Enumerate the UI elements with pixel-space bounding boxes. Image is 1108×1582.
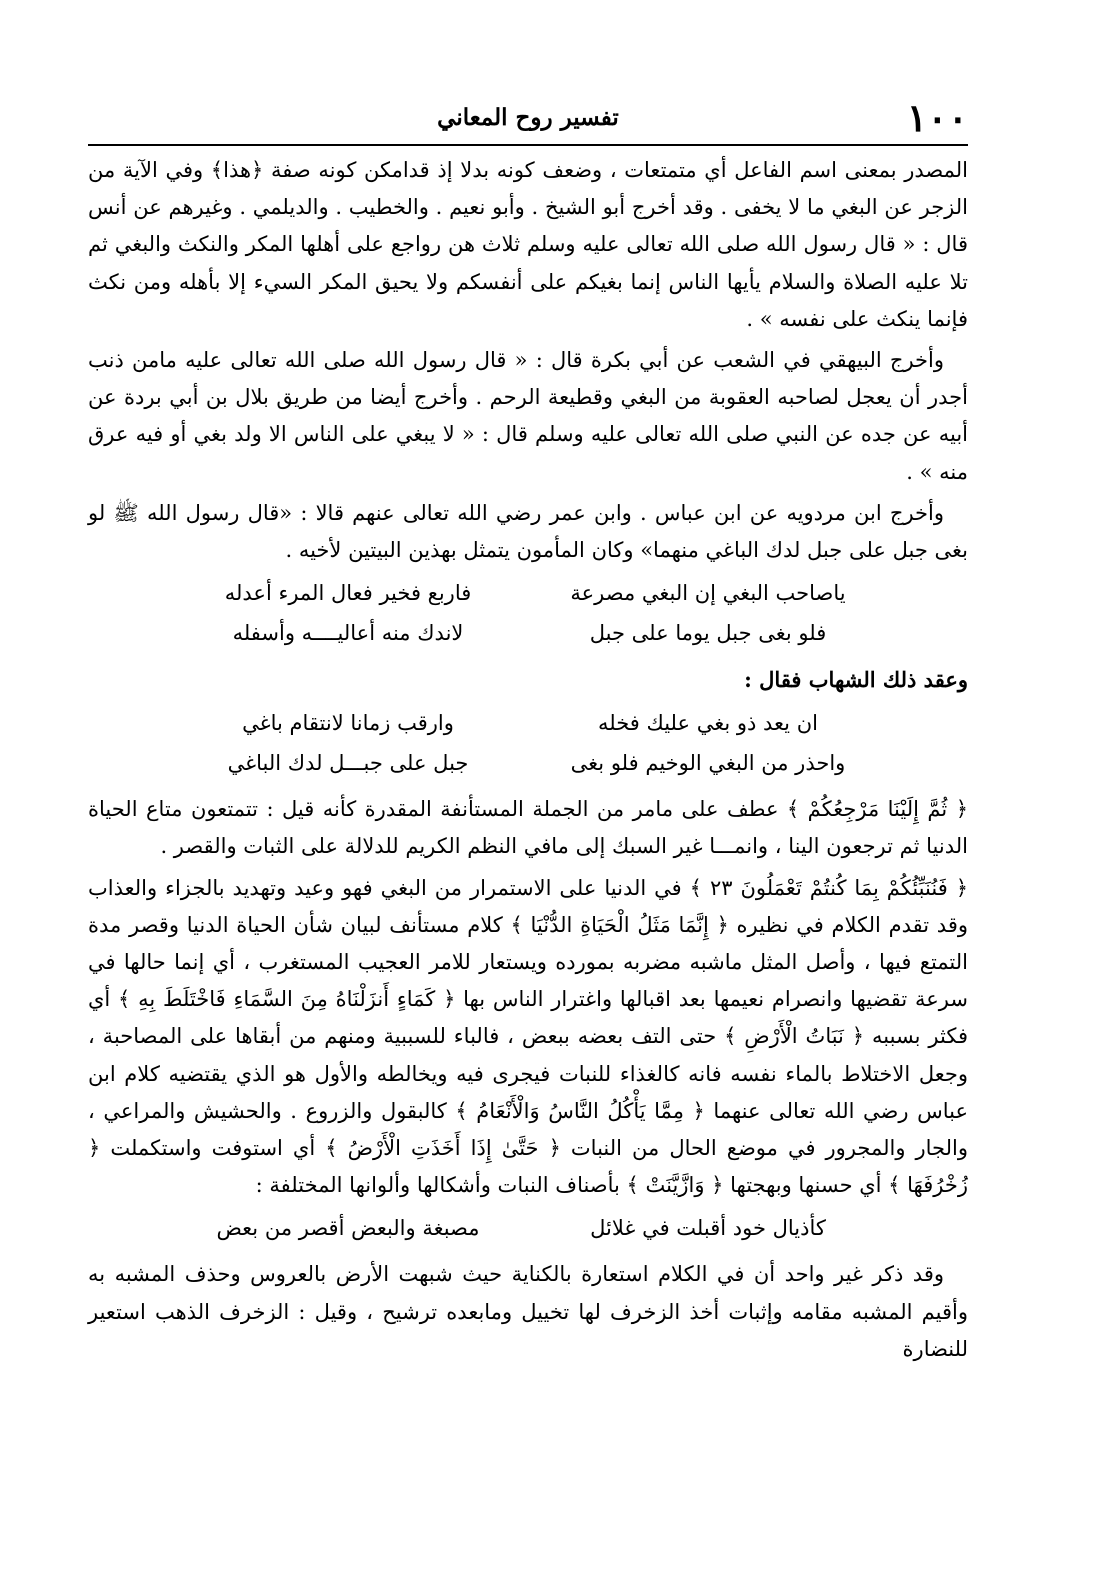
hemistich-second: لاندك منه أعاليــــه وأسفله [232, 621, 464, 646]
verse [88, 743, 968, 783]
hemistich-second: مصبغة والبعض أقصر من بعض [216, 1216, 480, 1241]
hemistich-first: كأذيال خود أقبلت في غلائل [590, 1216, 826, 1241]
poem-3 [88, 1208, 968, 1248]
hemistich-first: فلو بغى جبل يوما على جبل [589, 621, 827, 646]
paragraph-3: وأخرج ابن مردويه عن ابن عباس . وابن عمر رضي الله تعالى عنهم قالا : «قال رسول الله ﷺ لو بغى جبل على جبل لدك الباغي منهما» وكان المأمون يتمثل بهذين البيتين لأخيه . [88, 500, 968, 563]
paragraph-5: ﴿ فَنُنَبِّئُكُمْ بِمَا كُنتُمْ تَعْمَلُونَ ٢٣ ﴾ في الدنيا على الاستمرار من البغي فهو وعيد وتهديد بالجزاء والعذاب وقد تقدم الكلام في نظيره ﴿ إِنَّمَا مَثَلُ الْحَيَاةِ الدُّنْيَا ﴾ كلام مستأنف لبيان شأن الحياة الدنيا وقصر مدة التمتع فيها ، وأصل المثل ماشبه مضربه بمورده ويستعار للامر العجيب المستغرب ، أي إنما حالها في سرعة تقضيها وانصرام نعيمها بعد اقبالها واغترار الناس بها ﴿ كَمَاءٍ أَنزَلْنَاهُ مِنَ السَّمَاءِ فَاخْتَلَطَ بِهِ ﴾ أي فكثر بسببه ﴿ نَبَاتُ الْأَرْضِ ﴾ حتى التف بعضه ببعض ، فالباء للسببية ومنهم من أبقاها على المصاحبة ، وجعل الاختلاط بالماء نفسه فانه كالغذاء للنبات فيجرى فيه ويخالطه والأول هو الذي يقتضيه كلام ابن عباس رضي الله تعالى عنهما ﴿ مِمَّا يَأْكُلُ النَّاسُ وَالْأَنْعَامُ ﴾ كالبقول والزروع . والحشيش والمراعي ، والجار والمجرور في موضع الحال من النبات ﴿ حَتَّىٰ إِذَا أَخَذَتِ الْأَرْضُ ﴾ أي استوفت واستكملت ﴿ زُخْرُفَهَا ﴾ أي حسنها وبهجتها ﴿ وَازَّيَّنَتْ ﴾ بأصناف النبات وأشكالها وألوانها المختلفة : [88, 875, 969, 1198]
hemistich-second: جبل على جبـــل لدك الباغي [227, 751, 469, 776]
paragraph-1: المصدر بمعنى اسم الفاعل أي متمتعات ، وضعف كونه بدلا إذ قدامكن كونه صفة ﴿هذا﴾ وفي الآية من الزجر عن البغي ما لا يخفى . وقد أخرج أبو الشيخ . وأبو نعيم . والخطيب . والديلمي . وغيرهم عن أنس قال : « قال رسول الله صلى الله تعالى عليه وسلم ثلاث هن رواجع على أهلها المكر والنكث والبغي ثم تلا عليه الصلاة والسلام يأيها الناس إنما بغيكم على أنفسكم ولا يحيق المكر السيء إلا بأهله ومن نكث فإنما ينكث على نفسه » . [88, 158, 968, 331]
book-page [88, 92, 968, 1492]
verse [88, 613, 968, 653]
verse [88, 1208, 968, 1248]
page-number: ١٠٠ [906, 95, 968, 140]
paragraph-6: وقد ذكر غير واحد أن في الكلام استعارة بالكناية حيث شبهت الأرض بالعروس وحذف المشبه به وأقيم المشبه مقامه وإثبات أخذ الزخرف لها تخييل ومابعده ترشيح ، وقيل : الزخرف الذهب استعير للنضارة [88, 1262, 968, 1361]
verse [88, 573, 968, 613]
hemistich-first: ياصاحب البغي إن البغي مصرعة [570, 581, 846, 606]
poem-2 [88, 703, 968, 783]
hemistich-first: ان يعد ذو بغي عليك فخله [598, 711, 818, 736]
hemistich-second: فاربع فخير فعال المرء أعدله [224, 581, 472, 606]
paragraph-2: وأخرج البيهقي في الشعب عن أبي بكرة قال : « قال رسول الله صلى الله تعالى عليه مامن ذنب أجدر أن يعجل لصاحبه العقوبة من البغي وقطيعة الرحم . وأخرج أيضا من طريق بلال بن أبي بردة عن أبيه عن جده عن النبي صلى الله تعالى عليه وسلم قال : « لا يبغي على الناس الا ولد بغي أو فيه عرق منه » . [88, 348, 968, 484]
page-body [88, 152, 968, 1368]
poem-1 [88, 573, 968, 653]
paragraph-4: ﴿ ثُمَّ إِلَيْنَا مَرْجِعُكُمْ ﴾ عطف على مامر من الجملة المستأنفة المقدرة كأنه قيل : تتمتعون متاع الحياة الدنيا ثم ترجعون الينا ، وانمـــا غير السبك إلى مافي النظم الكريم للدلالة على الثبات والقصر . [88, 797, 968, 859]
hemistich-first: واحذر من البغي الوخيم فلو بغى [570, 751, 846, 776]
hemistich-second: وارقب زمانا لانتقام باغي [242, 711, 454, 736]
verse [88, 703, 968, 743]
page-header [88, 92, 968, 146]
running-title: تفسير روح المعاني [437, 104, 619, 131]
poem-intro: وعقد ذلك الشهاب فقال : [744, 667, 968, 693]
